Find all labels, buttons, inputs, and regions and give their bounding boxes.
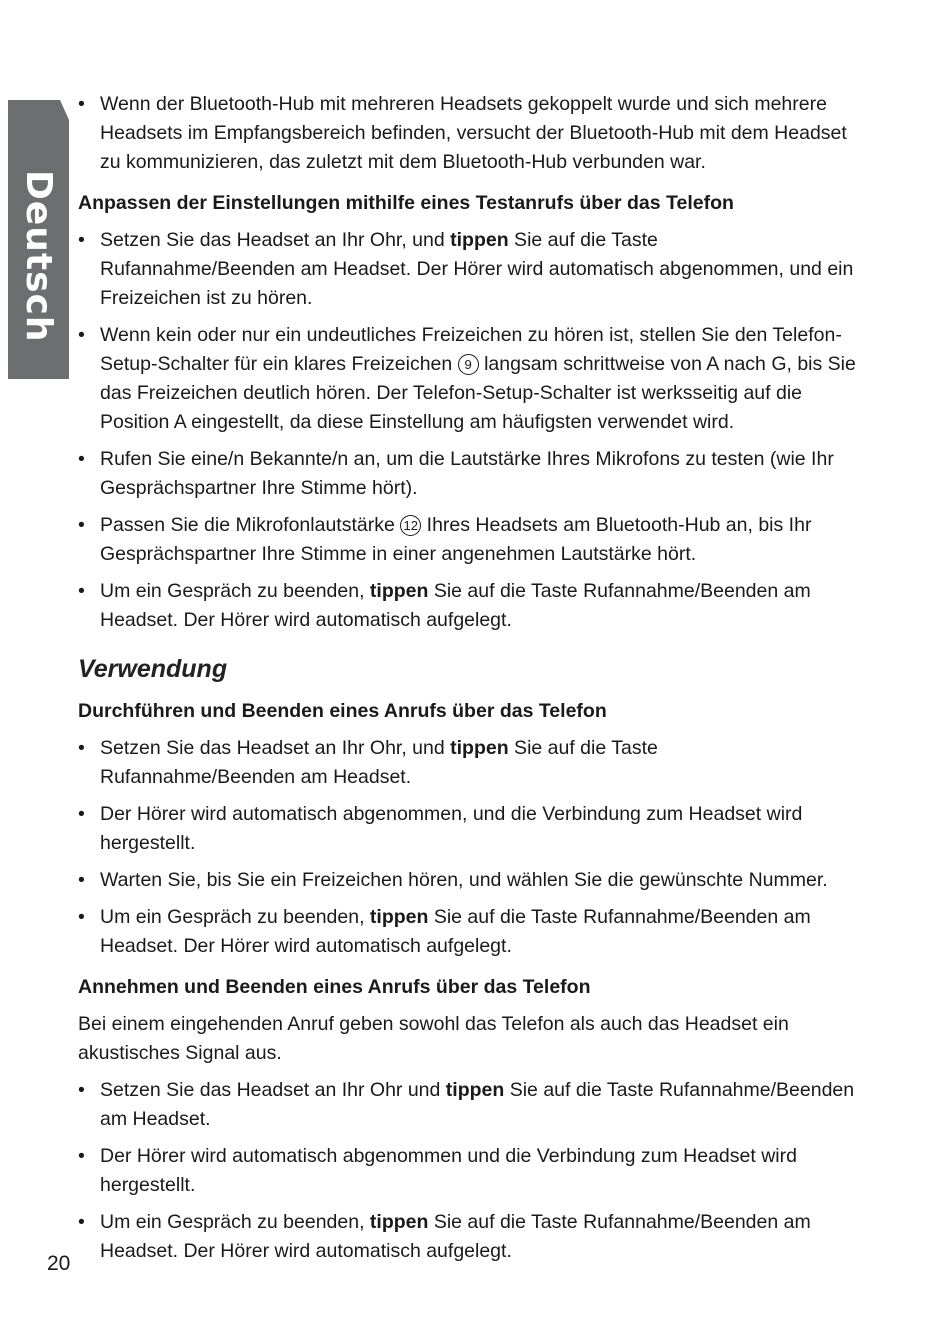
list-item: • Setzen Sie das Headset an Ihr Ohr und tippen Sie auf die Taste Rufannahme/Beenden am Headset.	[78, 1076, 858, 1134]
section-heading-make-call: Durchführen und Beenden eines Anrufs über das Telefon	[78, 700, 607, 722]
page-number: 20	[47, 1252, 71, 1275]
list-item: • Passen Sie die Mikrofonlautstärke 12 Ihres Headsets am Bluetooth-Hub an, bis Ihr Gesprächspartner Ihre Stimme in einer angenehmen Lautstärke hört.	[78, 511, 858, 569]
intro-list	[78, 90, 858, 177]
test-call-list	[78, 226, 858, 635]
list-item: • Der Hörer wird automatisch abgenommen, und die Verbindung zum Headset wird hergestellt.	[78, 800, 858, 858]
list-item: • Um ein Gespräch zu beenden, tippen Sie auf die Taste Rufannahme/Beenden am Headset. Der Hörer wird automatisch aufgelegt.	[78, 1208, 858, 1266]
list-item: • Wenn kein oder nur ein undeutliches Freizeichen zu hören ist, stellen Sie den Telefon-Setup-Schalter für ein klares Freizeichen 9 langsam schrittweise von A nach G, bis Sie das Freizeichen deutlich hören. Der Telefon-Setup-Schalter ist werksseitig auf die Position A eingestellt, da diese Einstellung am häufigsten verwendet wird.	[78, 321, 858, 437]
language-tab-label: Deutsch	[18, 170, 59, 343]
list-item: • Warten Sie, bis Sie ein Freizeichen hören, und wählen Sie die gewünschte Nummer.	[78, 866, 858, 895]
list-item: • Rufen Sie eine/n Bekannte/n an, um die Lautstärke Ihres Mikrofons zu testen (wie Ihr Gesprächspartner Ihre Stimme hört).	[78, 445, 858, 503]
list-item: • Um ein Gespräch zu beenden, tippen Sie auf die Taste Rufannahme/Beenden am Headset. Der Hörer wird automatisch aufgelegt.	[78, 903, 858, 961]
section-title-usage: Verwendung	[78, 655, 228, 683]
list-item: • Setzen Sie das Headset an Ihr Ohr, und tippen Sie auf die Taste Rufannahme/Beenden am Headset. Der Hörer wird automatisch abgenommen, und ein Freizeichen ist zu hören.	[78, 226, 858, 313]
answer-call-intro: Bei einem eingehenden Anruf geben sowohl das Telefon als auch das Headset ein akustisches Signal aus.	[78, 1013, 789, 1064]
make-call-list	[78, 734, 858, 961]
section-heading-answer-call: Annehmen und Beenden eines Anrufs über das Telefon	[78, 976, 591, 998]
section-heading-test-call: Anpassen der Einstellungen mithilfe eines Testanrufs über das Telefon	[78, 192, 734, 214]
list-item: • Wenn der Bluetooth-Hub mit mehreren Headsets gekoppelt wurde und sich mehrere Headsets im Empfangsbereich befinden, versucht der Bluetooth-Hub mit dem Headset zu kommunizieren, das zuletzt mit dem Bluetooth-Hub verbunden war.	[78, 90, 858, 177]
language-tab-label-wrap	[8, 100, 69, 379]
list-item: • Um ein Gespräch zu beenden, tippen Sie auf die Taste Rufannahme/Beenden am Headset. Der Hörer wird automatisch aufgelegt.	[78, 577, 858, 635]
list-item: • Der Hörer wird automatisch abgenommen und die Verbindung zum Headset wird hergestellt.	[78, 1142, 858, 1200]
list-item: • Setzen Sie das Headset an Ihr Ohr, und tippen Sie auf die Taste Rufannahme/Beenden am Headset.	[78, 734, 858, 792]
page-content	[78, 90, 858, 1274]
reference-number: 9	[458, 354, 479, 375]
reference-number: 12	[400, 515, 421, 536]
answer-call-list	[78, 1076, 858, 1266]
